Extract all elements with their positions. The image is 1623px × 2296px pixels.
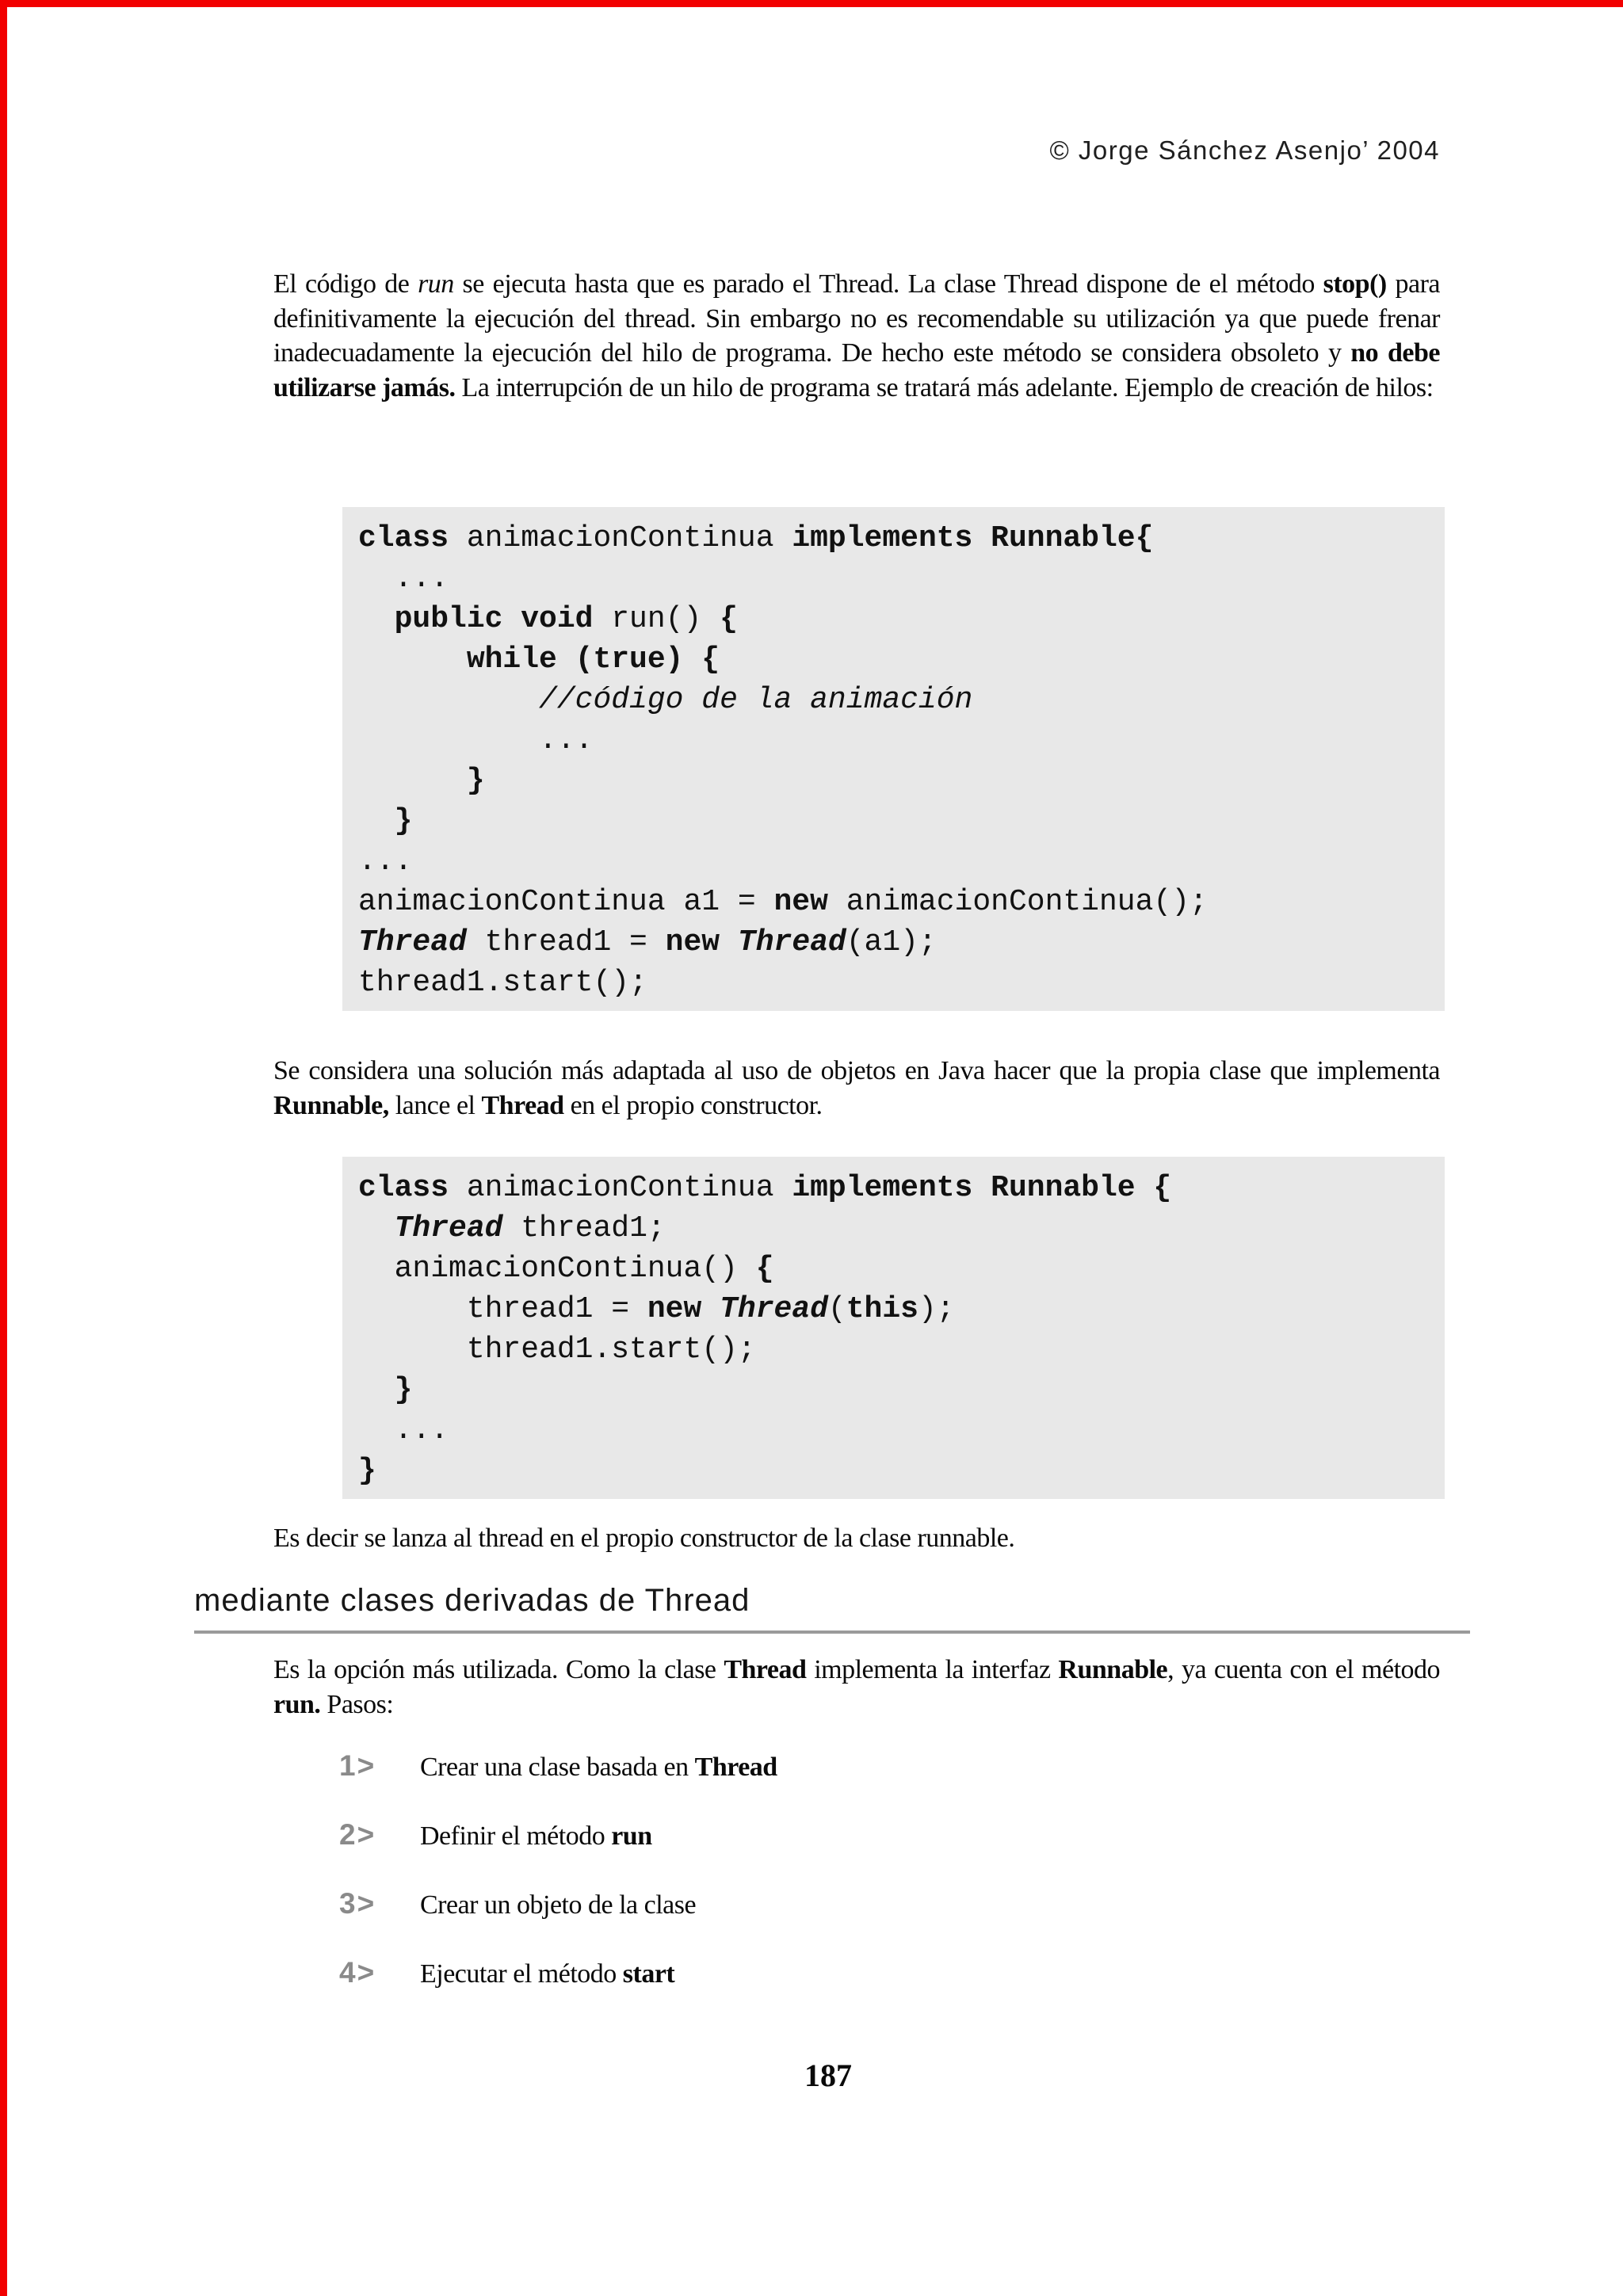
paragraph-run-explanation <box>273 267 1440 405</box>
text-segment: ... <box>358 723 594 757</box>
code-line <box>358 1249 1445 1289</box>
code-line <box>358 1451 1445 1491</box>
text-segment <box>358 602 395 636</box>
list-item-number: 3> <box>339 1887 376 1920</box>
text-segment: run <box>418 269 454 299</box>
text-segment: Crear una clase basada en <box>420 1753 695 1782</box>
text-segment: no debe utilizarse jamás. <box>273 338 1440 402</box>
text-segment: //código de la animación <box>539 683 973 717</box>
code-line <box>358 720 1445 761</box>
text-segment <box>358 643 467 677</box>
text-segment: class <box>358 521 449 555</box>
text-segment: thread1 = <box>358 1292 647 1326</box>
red-left-rule <box>0 0 7 2296</box>
list-item <box>339 1749 1445 1787</box>
list-item <box>339 1818 1445 1855</box>
text-segment: Es la opción más utilizada. Como la clase <box>273 1655 724 1684</box>
code-line <box>358 639 1445 680</box>
text-segment: implements Runnable{ <box>792 521 1154 555</box>
text-segment: Thread <box>394 1211 503 1245</box>
page-number: 187 <box>804 2058 852 2093</box>
text-segment: Ejecutar el método <box>420 1959 623 1989</box>
text-segment: Thread <box>724 1655 807 1684</box>
text-segment <box>358 804 395 838</box>
text-segment: thread1 = <box>466 925 666 959</box>
code-line <box>358 801 1445 841</box>
code-line <box>358 1370 1445 1410</box>
text-segment: ... <box>358 562 449 596</box>
paragraph-es-decir <box>273 1521 1440 1556</box>
text-segment: { <box>755 1252 774 1286</box>
text-segment: new <box>773 885 828 919</box>
code-line <box>358 599 1445 639</box>
text-segment: Runnable <box>1058 1655 1168 1684</box>
text-segment <box>358 683 539 717</box>
text-segment: en el propio constructor. <box>563 1090 823 1120</box>
text-segment: animacionContinua(); <box>827 885 1208 919</box>
text-segment: public void <box>394 602 594 636</box>
text-segment: ... <box>358 845 413 879</box>
text-segment: implements Runnable { <box>792 1171 1172 1205</box>
text-segment: class <box>358 1171 449 1205</box>
text-segment: Es decir se lanza al thread en el propio constructor de la clase runnable. <box>273 1524 1015 1553</box>
text-segment: animacionContinua <box>449 521 792 555</box>
text-segment <box>720 925 738 959</box>
list-item-text <box>420 1890 696 1920</box>
list-item-text <box>420 1959 674 1989</box>
text-segment: run. <box>273 1689 321 1719</box>
code-line <box>358 922 1445 963</box>
text-segment: animacionContinua <box>449 1171 792 1205</box>
text-segment: Thread <box>720 1292 828 1326</box>
text-segment: animacionContinua() <box>358 1252 756 1286</box>
text-segment: start <box>622 1959 675 1989</box>
code-line <box>358 761 1445 801</box>
code-line <box>358 1410 1445 1451</box>
text-segment: } <box>466 764 485 798</box>
text-segment: Thread <box>737 925 846 959</box>
page-header-copyright: © Jorge Sánchez Asenjo’ 2004 <box>1049 135 1440 165</box>
list-item <box>339 1887 1445 1924</box>
text-segment: para definitivamente la ejecución del thread. Sin embargo no es recomendable su utilización ya que puede frenar inadecuadamente la ejecución del hilo de programa. De hecho este método se considera obsoleto y <box>273 269 1440 368</box>
list-item-number: 1> <box>339 1749 376 1782</box>
code-line <box>358 518 1445 559</box>
text-segment: El código de <box>273 269 418 299</box>
code-line <box>358 1329 1445 1370</box>
text-segment: ); <box>918 1292 955 1326</box>
list-item-text <box>420 1753 777 1783</box>
text-segment: La interrupción de un hilo de programa se tratará más adelante. Ejemplo de creación de hilos: <box>455 372 1434 402</box>
text-segment: ( <box>827 1292 846 1326</box>
text-segment: Runnable, <box>273 1090 389 1120</box>
text-segment: Thread <box>481 1090 564 1120</box>
text-segment: animacionContinua a1 = <box>358 885 774 919</box>
text-segment: lance el <box>388 1090 482 1120</box>
numbered-steps-list <box>339 1749 1445 2025</box>
section-heading: mediante clases derivadas de Thread <box>194 1583 750 1618</box>
text-segment: implementa la interfaz <box>806 1655 1059 1684</box>
text-segment: } <box>394 804 413 838</box>
text-segment: run <box>611 1821 652 1851</box>
text-segment <box>358 1211 395 1245</box>
text-segment: Crear un objeto de la clase <box>420 1890 697 1920</box>
text-segment: stop() <box>1323 269 1387 299</box>
paragraph-better-solution <box>273 1054 1440 1123</box>
code-line <box>358 963 1445 1003</box>
list-item-number: 4> <box>339 1956 376 1989</box>
text-segment: thread1.start(); <box>358 966 647 1000</box>
text-segment: Se considera una solución más adaptada al uso de objetos en Java hacer que la propia clase que implementa <box>273 1056 1440 1085</box>
text-segment <box>701 1292 720 1326</box>
list-item-number: 2> <box>339 1818 376 1851</box>
text-segment: (a1); <box>846 925 937 959</box>
text-segment: new <box>647 1292 702 1326</box>
code-line <box>358 1168 1445 1208</box>
code-block-runnable-example <box>342 507 1445 1011</box>
text-segment: } <box>394 1373 413 1407</box>
red-top-rule <box>0 0 1623 7</box>
text-segment: run() <box>593 602 720 636</box>
heading-rule <box>194 1630 1470 1634</box>
text-segment: thread1; <box>502 1211 666 1245</box>
text-segment: this <box>846 1292 918 1326</box>
text-segment: se ejecuta hasta que es parado el Thread. La clase Thread dispone de el método <box>453 269 1323 299</box>
text-segment: ... <box>358 1413 449 1447</box>
code-block-constructor-example <box>342 1157 1445 1499</box>
code-line <box>358 559 1445 599</box>
code-line <box>358 680 1445 720</box>
code-line <box>358 1208 1445 1249</box>
text-segment: thread1.start(); <box>358 1333 756 1367</box>
text-segment: Definir el método <box>420 1821 612 1851</box>
text-segment <box>358 1373 395 1407</box>
text-segment: } <box>358 1454 376 1488</box>
paragraph-most-used-option <box>273 1653 1440 1722</box>
text-segment: Thread <box>358 925 467 959</box>
text-segment: , ya cuenta con el método <box>1167 1655 1441 1684</box>
list-item-text <box>420 1821 652 1852</box>
list-item <box>339 1956 1445 1993</box>
text-segment: while (true) { <box>466 643 720 677</box>
code-line <box>358 882 1445 922</box>
text-segment: new <box>665 925 720 959</box>
code-line <box>358 1289 1445 1329</box>
code-line <box>358 841 1445 882</box>
text-segment <box>358 764 467 798</box>
text-segment: { <box>720 602 738 636</box>
text-segment: Thread <box>694 1753 777 1782</box>
text-segment: Pasos: <box>320 1689 394 1719</box>
